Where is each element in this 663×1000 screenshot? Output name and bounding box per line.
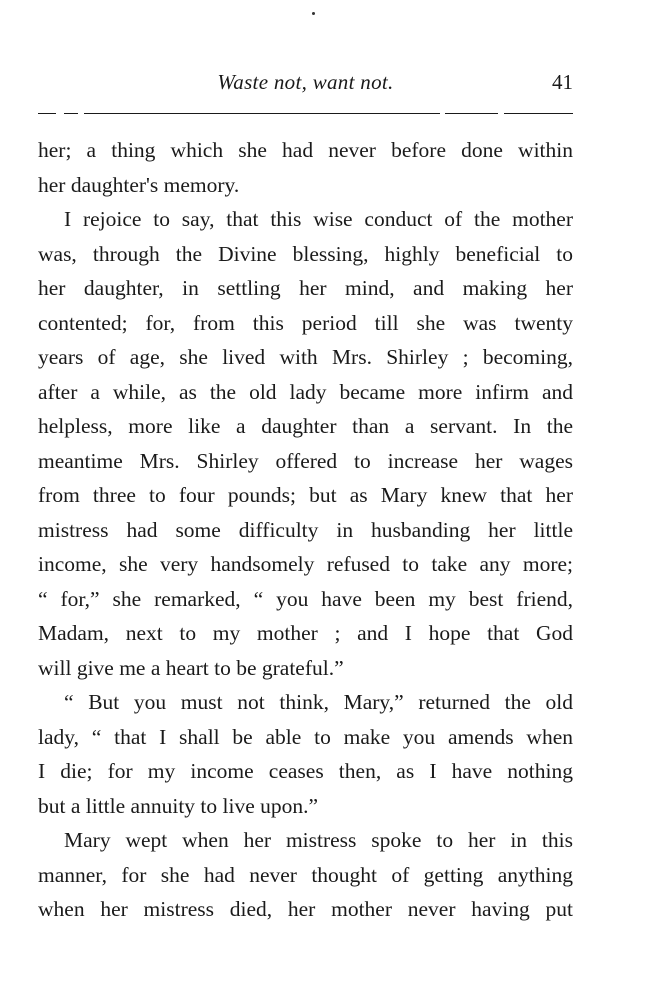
text-line: contented; for, from this period till she was twenty: [38, 310, 573, 335]
text-line: income, she very handsomely refused to take any more;: [38, 552, 573, 576]
text-line: but a little annuity to live upon.”: [38, 793, 319, 818]
text-line: “ for,” she remarked, “ you have been my best friend,: [38, 586, 573, 611]
page-number: 41: [552, 70, 573, 94]
text-line: her daughter's memory.: [38, 172, 240, 197]
text-line: was, through the Divine blessing, highly beneficial to: [38, 241, 573, 266]
text-line: meantime Mrs. Shirley offered to increase her wages: [38, 448, 573, 473]
text-line: her; a thing which she had never before done within: [38, 138, 573, 162]
text-line: years of age, she lived with Mrs. Shirley ; becoming,: [38, 345, 573, 369]
text-line: Madam, next to my mother ; and I hope that God: [38, 621, 573, 645]
text-line: manner, for she had never thought of getting anything: [38, 862, 573, 887]
body-text: [38, 133, 573, 927]
header-rule: [38, 113, 573, 114]
text-line: will give me a heart to be grateful.”: [38, 655, 344, 680]
text-line: after a while, as the old lady became more infirm and: [38, 379, 573, 404]
text-line: I die; for my income ceases then, as I have nothing: [38, 759, 573, 783]
print-speck: [312, 12, 315, 15]
text-line: from three to four pounds; but as Mary knew that her: [38, 483, 573, 507]
text-line: I rejoice to say, that this wise conduct of the mother: [64, 207, 573, 231]
text-line: mistress had some difficulty in husbanding her little: [38, 517, 573, 542]
running-title: Waste not, want not.: [217, 70, 394, 94]
text-line: Mary wept when her mistress spoke to her in this: [64, 828, 573, 852]
text-line: “ But you must not think, Mary,” returned the old: [64, 690, 573, 714]
text-line: her daughter, in settling her mind, and making her: [38, 276, 573, 300]
text-line: when her mistress died, her mother never having put: [38, 897, 573, 921]
text-line: helpless, more like a daughter than a servant. In the: [38, 414, 573, 438]
text-line: lady, “ that I shall be able to make you amends when: [38, 724, 573, 749]
page-header: [38, 70, 573, 100]
